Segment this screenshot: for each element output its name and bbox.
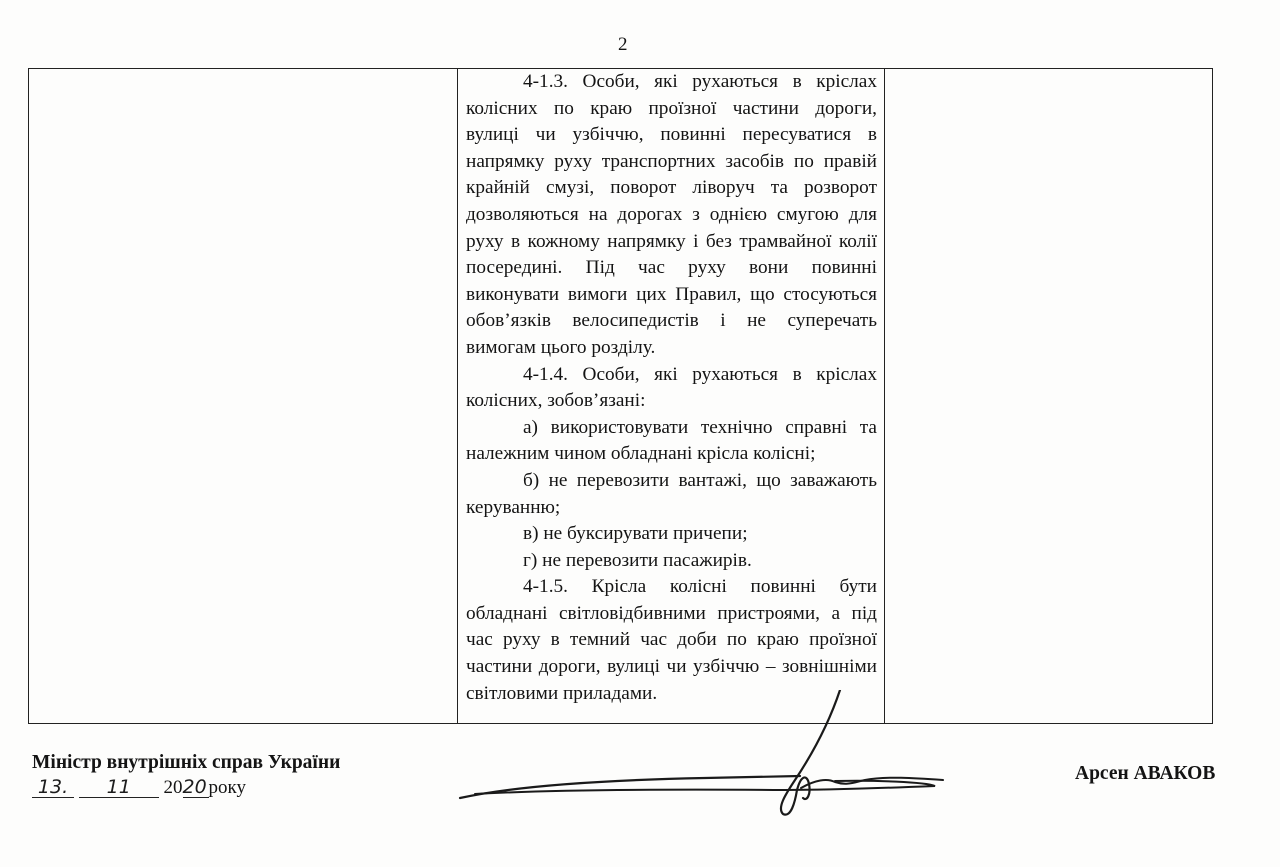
subitem-a: а) використовувати технічно справні та належним чином обладнані крісла колісні; [466, 416, 877, 465]
paragraph-4-1-5: 4-1.5. Крісла колісні повинні бути обладнані світловідбивними пристроями, а під час руху в темний час доби по краю проїзної частини дороги, вулиці чи узбіччю – зовнішніми світловими приладами. [466, 576, 877, 704]
subitem-g: г) не перевозити пасажирів. [523, 549, 752, 571]
date-month: 11 [79, 777, 159, 798]
date-suffix: року [208, 777, 246, 798]
date-day: 13. [32, 777, 74, 798]
subitem-v: в) не буксирувати причепи; [523, 523, 748, 545]
column-divider-right [884, 69, 885, 723]
date-year-prefix: 20 [163, 777, 183, 798]
column-divider-left [457, 69, 458, 723]
page-number: 2 [618, 34, 628, 55]
date-year-suffix: 20 [182, 776, 207, 798]
paragraph-4-1-4: 4-1.4. Особи, які рухаються в кріслах колісних, зобов’язані: [466, 363, 877, 412]
signatory-name: Арсен АВАКОВ [1075, 763, 1216, 784]
handwritten-signature [455, 690, 955, 830]
subitem-b: б) не перевозити вантажі, що заважають керуванню; [466, 469, 877, 518]
signatory-title: Міністр внутрішніх справ України [32, 752, 341, 773]
amendments-table [28, 68, 1213, 724]
paragraph-4-1-3: 4-1.3. Особи, які рухаються в кріслах колісних по краю проїзної частини дороги, вулиці чи узбіччю, повинні пересуватися в напрямку руху транспортних засобів по правій крайній смузі, поворот ліворуч та розворот дозволяються на дорогах з однією смугою для руху в кожному напрямку і без трамвайної колії посередині. Під час руху вони повинні виконувати вимоги цих Правил, що стосуються обов’язків велосипедистів і не суперечать вимогам цього розділу. [466, 71, 877, 358]
new-wording-cell [466, 69, 877, 707]
signature-date [32, 777, 246, 799]
